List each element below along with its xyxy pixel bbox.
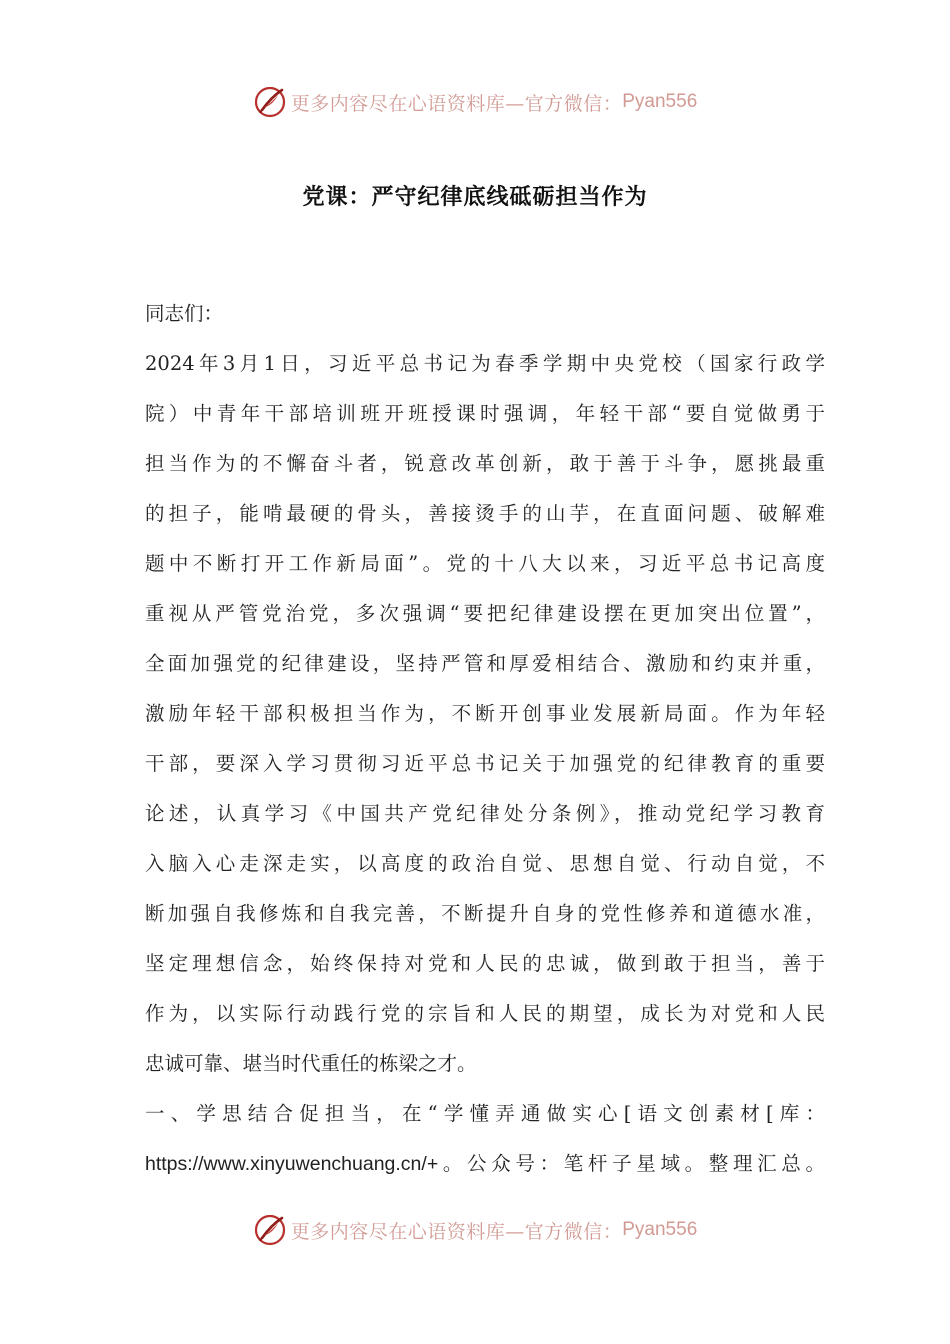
- paragraph-line: 全面加强党的纪律建设，坚持严管和厚爱相结合、激励和约束并重，: [145, 652, 825, 675]
- document-body: [145, 289, 825, 1189]
- footer-watermark-banner: [0, 1208, 950, 1252]
- banner-wechat-id: Pyan556: [622, 91, 698, 112]
- quill-logo-icon: [253, 1213, 287, 1247]
- paragraph-line: 担当作为的不懈奋斗者，锐意改革创新，敢于善于斗争，愿挑最重: [145, 452, 825, 475]
- quill-logo-icon: [253, 85, 287, 119]
- paragraph-line: 入脑入心走深走实，以高度的政治自觉、思想自觉、行动自觉，不: [145, 852, 825, 875]
- document-title: 党课：严守纪律底线砥砺担当作为: [302, 185, 648, 210]
- banner-text: 更多内容尽在心语资料库—官方微信：: [290, 1220, 623, 1243]
- banner-wechat-id: Pyan556: [622, 1219, 698, 1240]
- paragraph-line: 题中不断打开工作新局面”。党的十八大以来，习近平总书记高度: [145, 552, 825, 575]
- salutation: 同志们：: [145, 302, 224, 325]
- paragraph-line: 论述，认真学习《中国共产党纪律处分条例》，推动党纪学习教育: [145, 802, 825, 825]
- paragraph-line: 断加强自我修炼和自我完善，不断提升自身的党性修养和道德水准，: [145, 902, 825, 925]
- paragraph-line: 作为，以实际行动践行党的宗旨和人民的期望，成长为对党和人民: [145, 1002, 825, 1025]
- section-heading-line: 一、学思结合促担当，在“学懂弄通做实心[语文创素材[库：: [145, 1102, 825, 1125]
- paragraph-line: 的担子，能啃最硬的骨头，善接烫手的山芋，在直面问题、破解难: [145, 502, 825, 525]
- banner-text: 更多内容尽在心语资料库—官方微信：: [290, 92, 623, 115]
- source-link-line: https://www.xinyuwenchuang.cn/+。公众号：笔杆子星域。整理汇总。: [145, 1153, 825, 1175]
- header-watermark-banner: [0, 80, 950, 124]
- paragraph-line: 重视从严管党治党，多次强调“要把纪律建设摆在更加突出位置”，: [145, 602, 825, 625]
- paragraph-line: 院）中青年干部培训班开班授课时强调，年轻干部“要自觉做勇于: [145, 402, 825, 425]
- paragraph-line: 忠诚可靠、堪当时代重任的栋梁之才。: [145, 1052, 477, 1075]
- paragraph-line: 激励年轻干部积极担当作为，不断开创事业发展新局面。作为年轻: [145, 702, 825, 725]
- paragraph-line: 2024年3月1日，习近平总书记为春季学期中央党校（国家行政学: [145, 352, 825, 375]
- paragraph-line: 干部，要深入学习贯彻习近平总书记关于加强党的纪律教育的重要: [145, 752, 825, 775]
- paragraph-line: 坚定理想信念，始终保持对党和人民的忠诚，做到敢于担当，善于: [145, 952, 825, 975]
